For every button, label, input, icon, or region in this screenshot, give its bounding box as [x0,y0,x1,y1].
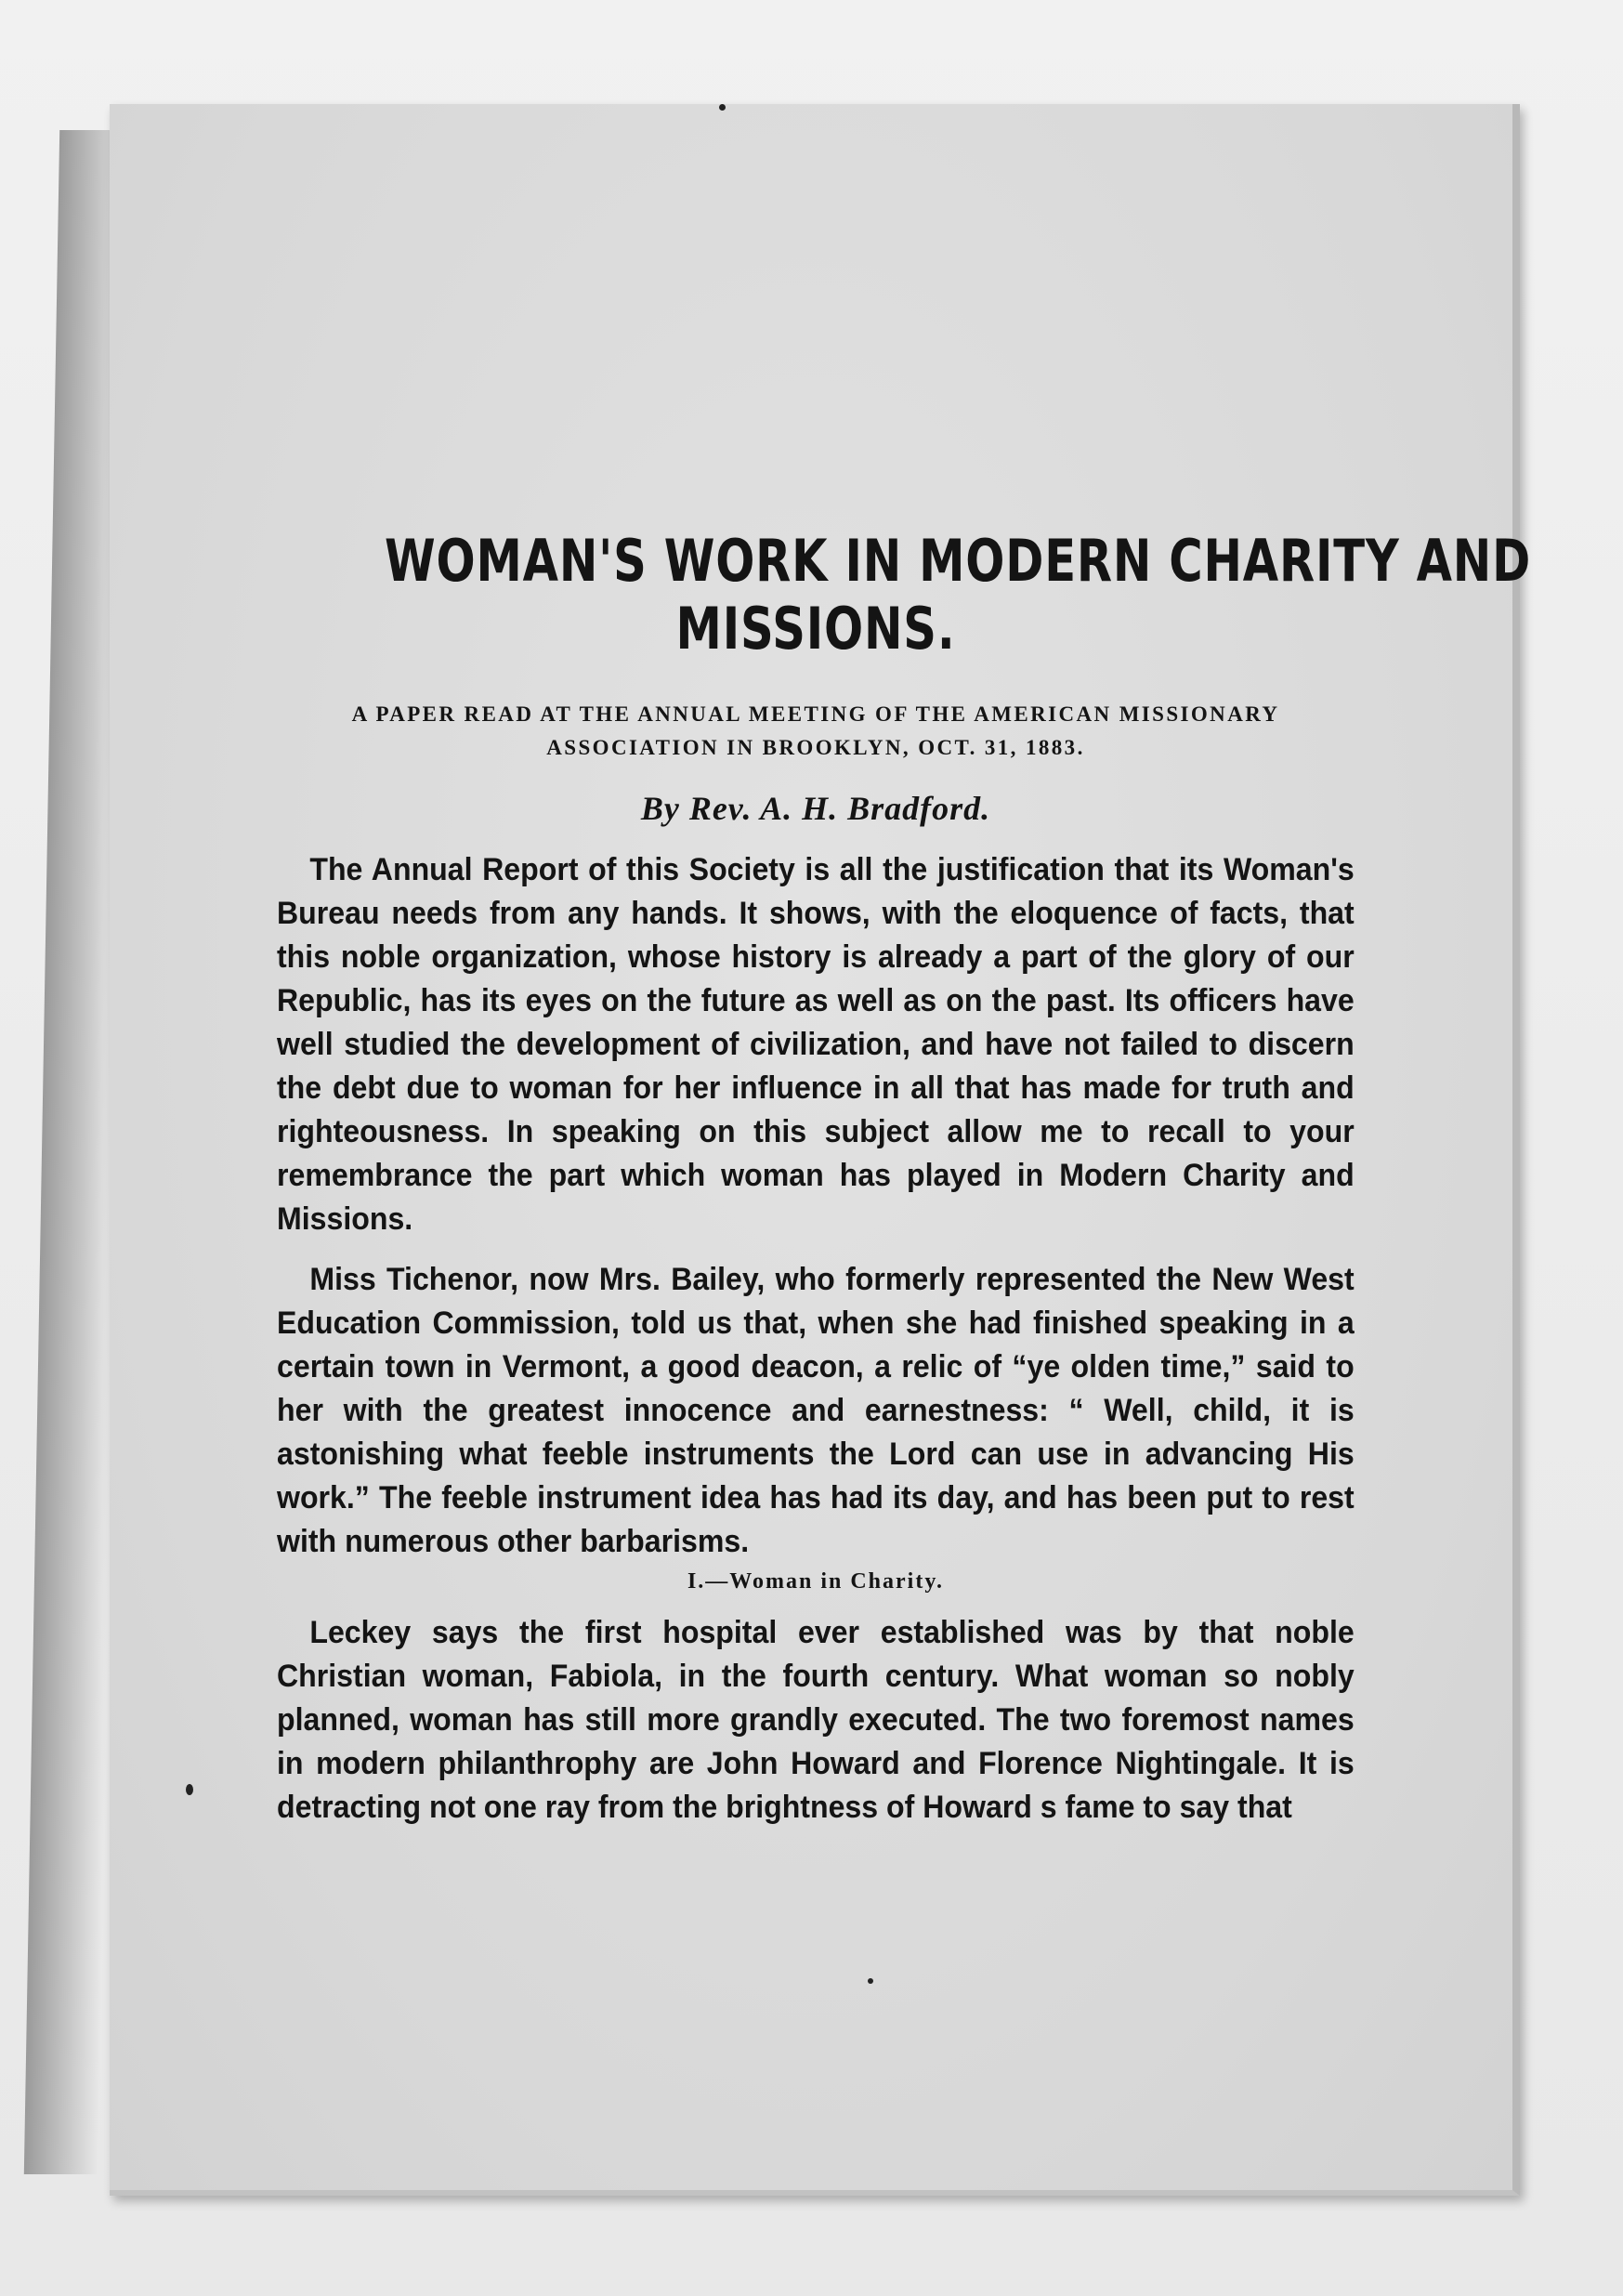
paragraph-2: Miss Tichenor, now Mrs. Bailey, who formerly represented the New West Education Commission, told us that, when she had finished speaking in a certain town in Vermont, a good deacon, a relic of “ye olden time,” said to her with the greatest innocence and earnestness: “ Well, child, it is astonishing what feeble instruments the Lord can use in advancing His work.” The feeble instrument idea has had its day, and has been put to rest with numerous other barbarisms. [277,1261,1355,1559]
document-page [110,104,1532,2196]
section-heading: I.—Woman in Charity. [687,1568,945,1594]
title-line-2: MISSIONS. [675,595,956,663]
ink-speck [719,104,726,111]
paragraph-1: The Annual Report of this Society is all the justification that its Woman's Bureau needs from any hands. It shows, with the eloquence of facts, that this noble organization, whose history is already a part of the glory of our Republic, has its eyes on the future as well as on the past. Its officers have well studied the development of civilization, and have not failed to discern the debt due to woman for her influence in all that has made for truth and righteousness. In speaking on this subject allow me to recall to your remembrance the part which woman has played in Modern Charity and Missions. [277,851,1355,1237]
title-line-1: WOMAN'S WORK IN MODERN CHARITY AND [385,527,1532,595]
subtitle-line-1: A PAPER READ AT THE ANNUAL MEETING OF THE AMERICAN MISSIONARY [351,702,1280,727]
ink-speck [868,1978,873,1984]
paragraph-3: Leckey says the first hospital ever established was by that noble Christian woman, Fabiola, in the fourth century. What woman so nobly planned, woman has still more grandly executed. The two foremost names in modern philanthrophy are John Howard and Florence Nightingale. It is detracting not one ray from the brightness of Howard s fame to say that [277,1614,1355,1825]
author-byline: By Rev. A. H. Bradford. [640,789,991,827]
document-content [277,527,1532,1830]
ink-speck [186,1784,193,1795]
subtitle-line-2: ASSOCIATION IN BROOKLYN, OCT. 31, 1883. [546,735,1085,759]
document-subtitle [277,698,1355,764]
document-title [385,527,1532,663]
